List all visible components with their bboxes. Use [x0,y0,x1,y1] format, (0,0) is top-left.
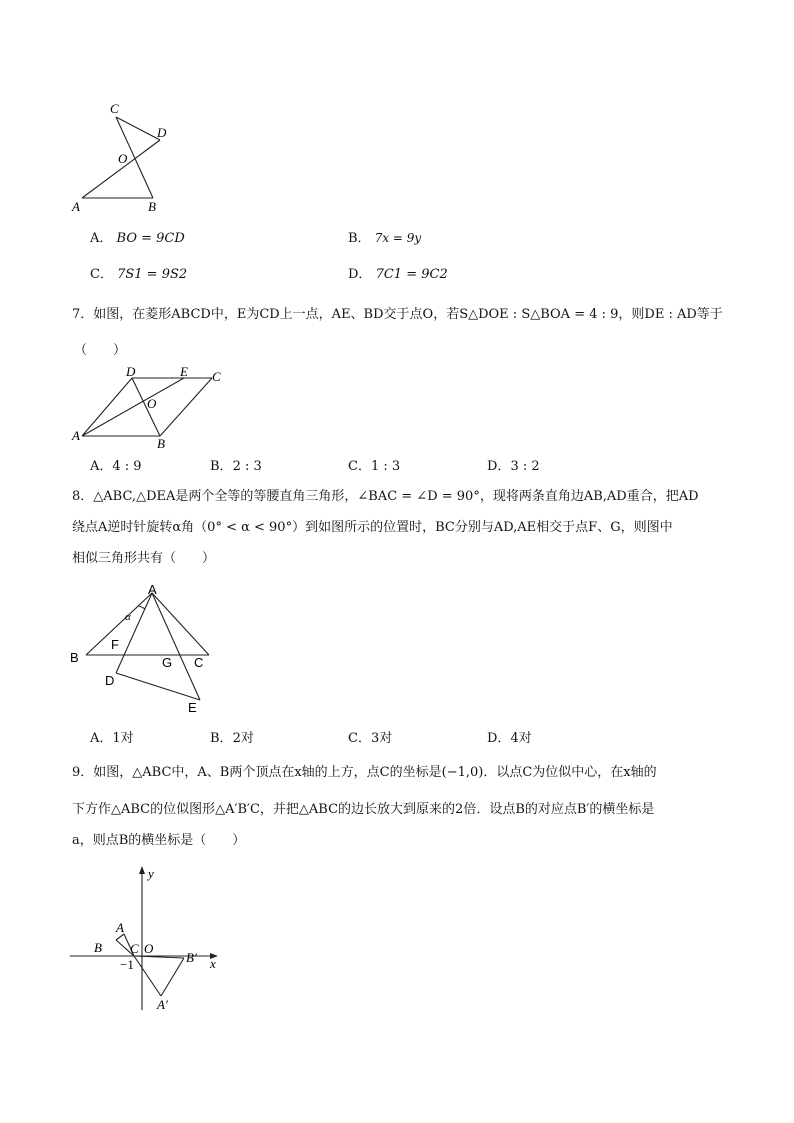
tick-label-minus-one: −1 [120,957,134,972]
option-text: 4 : 9 [112,459,142,474]
q7-option-d[interactable] [487,455,540,474]
axis-label-x: x [210,956,216,971]
option-letter: A． [90,459,113,474]
figure-q7 [70,364,230,450]
figure-q8 [64,578,224,716]
q7-stem-line2: （ ） [74,343,127,358]
option-text: 1 : 3 [370,459,401,474]
option-letter: D． [348,267,372,282]
point-label-f: F [111,637,119,652]
point-label-b: B [70,650,79,665]
option-text: 2对 [232,731,254,746]
q8-option-c[interactable] [348,727,392,746]
q6-option-d[interactable] [348,263,448,282]
q8-option-d[interactable] [487,727,532,746]
point-label-b-prime: B′ [186,950,197,965]
point-label-a-prime: A′ [157,997,168,1012]
option-text: 1对 [112,731,134,746]
point-label-a: A [116,920,124,935]
option-letter: A． [90,731,113,746]
point-label-a: A [148,582,157,597]
option-letter: C． [348,459,371,474]
point-label-c: C [130,941,139,956]
option-text: 3 : 2 [510,459,540,474]
q8-stem-line3: 相似三角形共有（ ） [72,551,216,566]
q8-option-b[interactable] [210,727,254,746]
point-label-b: B [94,940,102,955]
q7-option-a[interactable] [90,455,142,474]
q6-option-b[interactable] [348,227,421,246]
point-label-c: C [212,369,221,384]
figure-q9 [64,864,234,1014]
q9-stem-line2: 下方作△ABC的位似图形△A′B′C，并把△ABC的边长放大到原来的2倍．设点B的对应点B′的横坐标是 [72,802,655,817]
option-text: 7S1 = 9S2 [117,267,188,282]
option-letter: B． [210,459,233,474]
angle-label-alpha: α [125,611,131,623]
option-letter: D． [487,731,511,746]
option-letter: C． [90,267,113,282]
point-label-b: B [148,199,156,214]
point-label-a: A [72,428,80,443]
point-label-c: C [194,655,204,670]
point-label-a: A [72,199,80,214]
q6-option-c[interactable] [90,263,187,282]
point-label-e: E [188,700,197,715]
option-letter: D． [487,459,511,474]
option-text: 2 : 3 [232,459,262,474]
option-text: 7C1 = 9C2 [375,267,448,282]
q7-stem-line1: 7．如图，在菱形ABCD中，E为CD上一点，AE、BD交于点O，若S△DOE : S△BOA = 4 : 9，则DE : AD等于 [72,307,723,322]
option-letter: B． [348,231,371,246]
point-label-o: O [147,396,157,411]
q8-option-a[interactable] [90,727,134,746]
q9-stem-line3: a，则点B的横坐标是（ ） [72,833,246,848]
figure-q6 [60,96,190,218]
point-label-o: O [144,941,154,956]
axis-label-y: y [148,866,154,881]
q6-option-a[interactable] [90,227,185,246]
point-label-c: C [110,101,119,116]
point-label-d: D [157,125,167,140]
option-text: 4对 [510,731,532,746]
point-label-g: G [162,655,173,670]
option-letter: B． [210,731,233,746]
q9-stem-line1: 9．如图，△ABC中，A、B两个顶点在x轴的上方，点C的坐标是(−1,0)．以点C为位似中心，在x轴的 [72,765,657,780]
point-label-e: E [180,364,188,379]
option-text: 3对 [370,731,393,746]
q8-stem-line2: 绕点A逆时针旋转α角（0° < α < 90°）到如图所示的位置时，BC分别与AD,AE相交于点F、G，则图中 [72,520,673,535]
q7-option-c[interactable] [348,455,400,474]
option-text: BO = 9CD [116,231,185,246]
option-text: 7x = 9y [374,231,422,245]
option-letter: A． [90,231,113,246]
q7-option-b[interactable] [210,455,262,474]
point-label-d: D [105,673,115,688]
point-label-b: B [157,436,165,450]
point-label-d: D [126,364,136,379]
option-letter: C． [348,731,371,746]
point-label-o: O [118,151,128,166]
q8-stem-line1: 8．△ABC,△DEA是两个全等的等腰直角三角形，∠BAC = ∠D = 90°，现将两条直角边AB,AD重合，把AD [72,489,699,504]
